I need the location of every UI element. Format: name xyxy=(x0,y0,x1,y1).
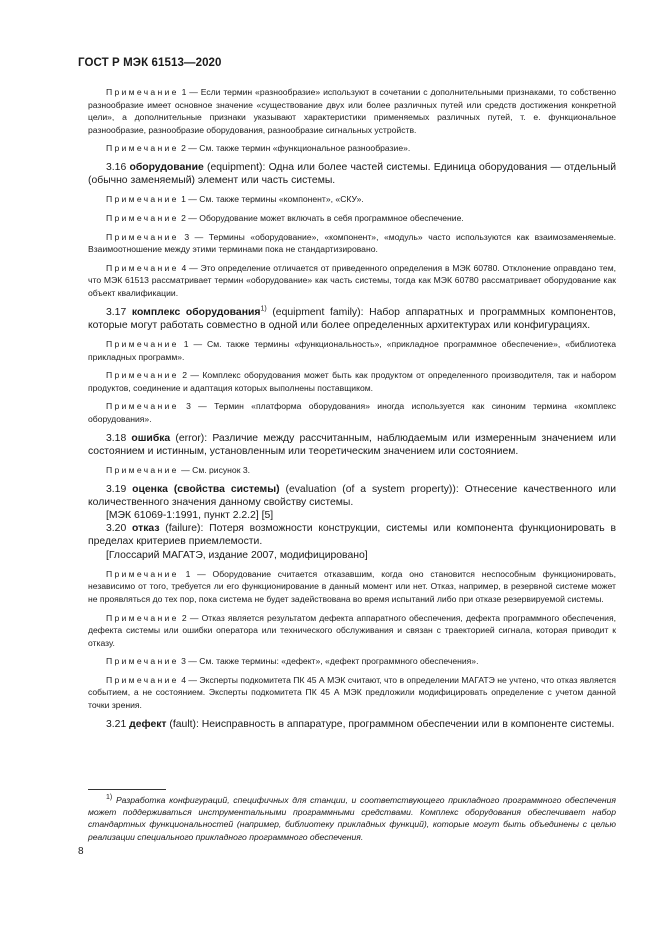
term-name: отказ xyxy=(132,523,160,535)
footnote-text: Разработка конфигураций, специфичных для станции, и соответствующего прикладного программного обеспечения может поддерживаться инструментальными программными средствами. Комплекс оборудования обеспечивает набор стандартных функциональностей (например, библиотеку прикладных функций), которые могут быть объединены с целью реализации специального прикладного программного обеспечения. xyxy=(88,795,616,842)
note-text: 2 — Отказ является результатом дефекта аппаратного обеспечения, дефекта программного обеспечения, дефекта системы или ошибки оператора или технического обслуживания и связан с траекторией сигнала, которая приводит к отказу. xyxy=(88,612,616,648)
note-label: Примечание xyxy=(106,194,179,205)
note-label: Примечание xyxy=(106,262,179,273)
source-reference: [МЭК 61069-1:1991, пункт 2.2.2] [5] xyxy=(106,509,274,521)
note-text: — См. рисунок 3. xyxy=(181,464,251,475)
note-text: 4 — Эксперты подкомитета ПК 45 А МЭК считают, что в определении МАГАТЭ не учтено, что отказ является событием, а не состоянием. Эксперты подкомитета ПК 45 А МЭК предложили модифицировать определение с учетом данной точки зрения. xyxy=(88,674,617,711)
note-label: Примечание xyxy=(106,231,179,242)
note-label: Примечание xyxy=(106,401,179,412)
term-text: (error): Различие между рассчитанным, наблюдаемым или измеренным значением или состоянием и истинным, установленным или теоретическим значением или состоянием. xyxy=(88,432,617,457)
term-number: 3.16 xyxy=(106,161,127,173)
note-text: 3 — См. также термины: «дефект», «дефект программного обеспечения». xyxy=(181,656,479,667)
term-definition xyxy=(88,432,616,458)
note-paragraph xyxy=(88,369,616,394)
term-definition xyxy=(88,718,616,731)
note-text: 4 — Это определение отличается от приведенного определения в МЭК 60780. Отклонение оправдано тем, что МЭК 61513 рассматривает термин «оборудование» как часть системы, тогда как МЭК 60780 рассматривает оборудование как объект квалификации. xyxy=(88,262,616,298)
footnote-mark: 1) xyxy=(106,794,113,802)
note-paragraph xyxy=(88,86,616,136)
term-number: 3.18 xyxy=(106,432,127,444)
note-label: Примечание xyxy=(106,612,179,623)
footnote-separator xyxy=(88,789,166,790)
note-paragraph xyxy=(88,231,616,256)
term-name: оборудование xyxy=(129,161,204,173)
term-text: (evaluation (of a system property)): Отнесение качественного или количественного значения данному свойству системы. xyxy=(88,483,617,508)
term-definition xyxy=(88,306,616,332)
note-label: Примечание xyxy=(106,87,179,97)
note-paragraph xyxy=(88,193,616,206)
note-text: 2 — См. также термин «функциональное разнообразие». xyxy=(181,143,411,154)
note-paragraph xyxy=(88,142,616,155)
note-label: Примечание xyxy=(106,464,179,475)
note-text: 2 — Оборудование может включать в себя программное обеспечение. xyxy=(181,212,464,223)
main-content xyxy=(88,86,616,737)
note-text: 1 — Если термин «разнообразие» используют в сочетании с дополнительными признаками, то собственно разнообразие имеет основное значение «существование двух или более различных путей или средств достижения конкретной цели», а дополнительные признаки указывают характеристики применяемых различных путей, т. е. функциональное разнообразие, разнообразие оборудования, разнообразие сигнальных устройств. xyxy=(88,87,616,135)
term-name: оценка (свойства системы) xyxy=(132,483,280,495)
note-text: 3 — Термины «оборудование», «компонент», «модуль» часто используются как взаимозаменяемые. Взаимоотношение между этими терминами пока не стандартизировано. xyxy=(88,231,616,255)
page-number: 8 xyxy=(78,846,84,857)
note-paragraph xyxy=(88,674,616,712)
note-text: 1 — Оборудование считается отказавшим, когда оно становится неспособным функционировать, независимо от того, требуется ли его функционирование в данный момент или нет. Отказ, например, в резервной системе может не проявляться до тех пор, пока система не будет задействована во время испытаний либо при отказе резервируемой системы. xyxy=(88,568,616,604)
note-label: Примечание xyxy=(106,568,179,579)
term-number: 3.19 xyxy=(106,483,127,495)
document-header: ГОСТ Р МЭК 61513—2020 xyxy=(78,57,222,69)
note-paragraph xyxy=(88,400,616,425)
term-text: (equipment family): Набор аппаратных и программных компонентов, которые могут работать совместно в одной или более определенных архитектурах или конфигурациях. xyxy=(88,306,616,331)
term-number: 3.17 xyxy=(106,306,127,318)
term-text: (failure): Потеря возможности конструкции, системы или компонента функционировать в пределах критериев приемлемости. xyxy=(88,523,617,548)
term-name: комплекс оборудования xyxy=(131,306,261,318)
note-text: 1 — См. также термины «компонент», «СКУ». xyxy=(181,194,364,205)
note-text: 3 — Термин «платформа оборудования» иногда используется как синоним термина «комплекс оборудования». xyxy=(88,401,617,424)
term-text: (equipment): Одна или более частей системы. Единица оборудования — отдельный (обычно заменяемый) элемент или часть системы. xyxy=(88,161,617,187)
note-paragraph xyxy=(88,568,616,606)
note-text: 1 — См. также термины «функциональность», «прикладное программное обеспечение», «библиотека прикладных программ». xyxy=(88,338,617,362)
term-definition xyxy=(88,483,616,509)
note-paragraph xyxy=(88,262,616,300)
note-text: 2 — Комплекс оборудования может быть как продуктом от определенного производителя, так и набором продуктов, соединение и адаптация которых выполнены поставщиком. xyxy=(88,370,616,393)
note-paragraph xyxy=(88,655,616,668)
note-label: Примечание xyxy=(106,143,179,154)
source-reference: [Глоссарий МАГАТЭ, издание 2007, модифицировано] xyxy=(106,549,368,561)
term-text: (fault): Неисправность в аппаратуре, программном обеспечении или в компоненте системы. xyxy=(169,718,615,730)
note-paragraph xyxy=(88,612,616,650)
term-number: 3.21 xyxy=(106,718,127,730)
note-label: Примечание xyxy=(106,212,179,223)
note-label: Примечание xyxy=(106,338,179,349)
footnote xyxy=(88,794,616,843)
footnote-ref: 1) xyxy=(260,305,267,313)
term-definition xyxy=(88,522,616,548)
term-name: ошибка xyxy=(131,432,171,444)
note-label: Примечание xyxy=(106,370,179,381)
term-name: дефект xyxy=(129,718,167,730)
note-paragraph xyxy=(88,464,616,477)
term-definition xyxy=(88,161,616,187)
note-paragraph xyxy=(88,212,616,225)
term-number: 3.20 xyxy=(106,523,127,535)
note-paragraph xyxy=(88,338,616,363)
note-label: Примечание xyxy=(106,674,179,685)
note-label: Примечание xyxy=(106,656,179,667)
